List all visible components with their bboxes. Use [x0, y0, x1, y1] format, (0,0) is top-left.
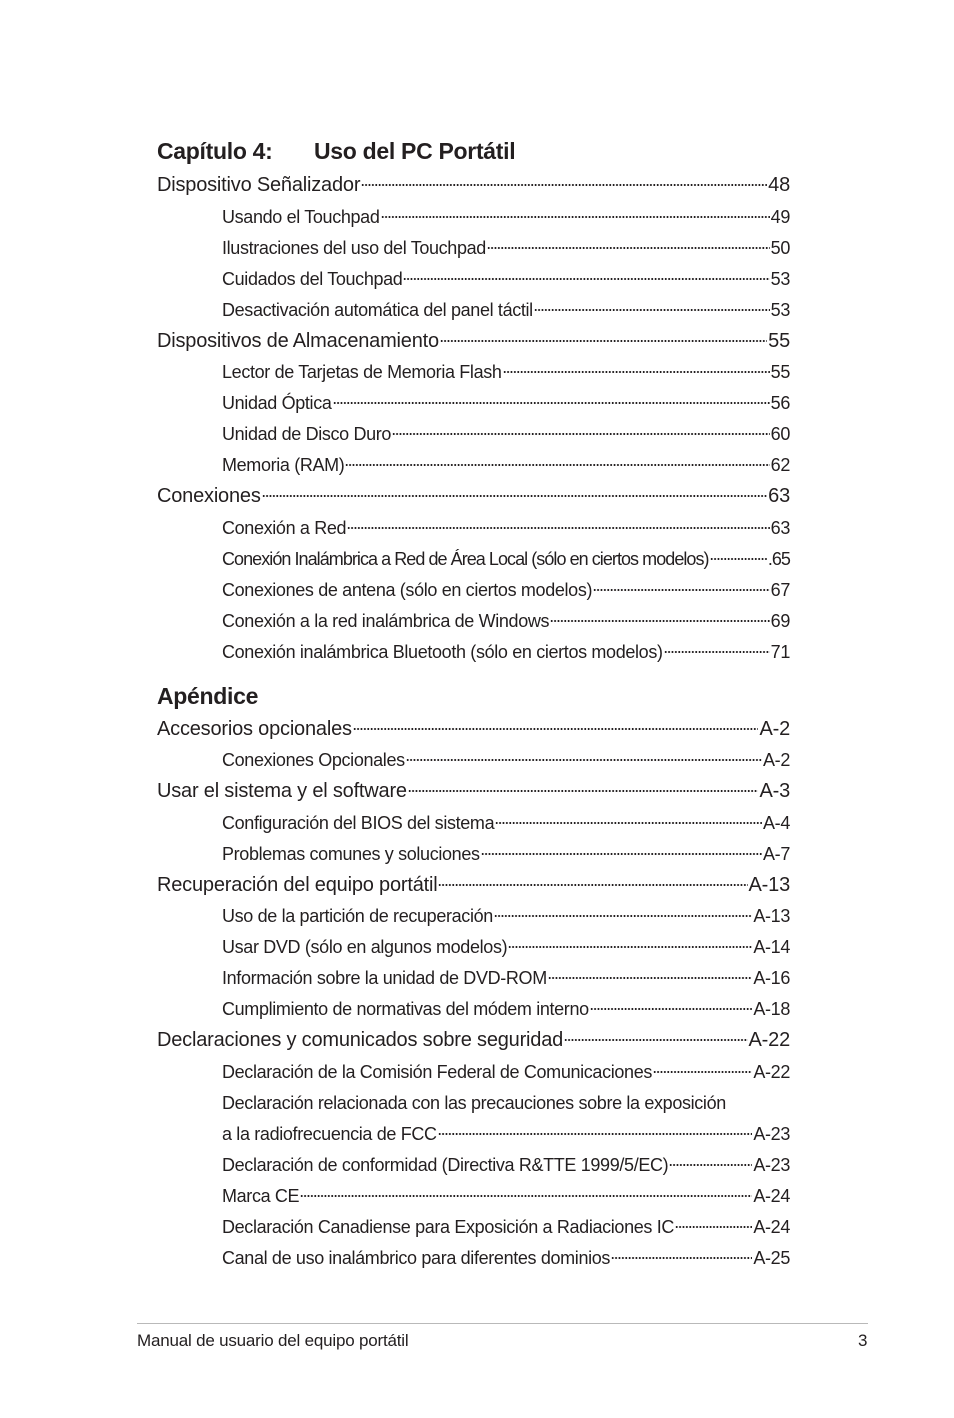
- toc-entry-title: Unidad Óptica: [222, 393, 332, 413]
- toc-entry-page: 50: [770, 237, 790, 258]
- table-of-contents: [157, 134, 790, 1274]
- dot-leader: [438, 883, 747, 887]
- toc-entry-title: Declaración relacionada con las precauciones sobre la exposición: [222, 1092, 726, 1113]
- toc-entry-page: A-2: [759, 717, 790, 740]
- dot-leader: [664, 650, 770, 654]
- dot-leader: [403, 277, 769, 281]
- toc-entry-page: A-24: [753, 1185, 790, 1206]
- toc-entry-page: 62: [770, 455, 790, 475]
- dot-leader: [710, 557, 767, 561]
- toc-entry-page: 63: [770, 517, 790, 538]
- chapter-heading: [157, 134, 790, 168]
- dot-leader: [487, 246, 770, 250]
- toc-entry-title: Unidad de Disco Duro: [222, 424, 392, 444]
- toc-entry-page: A-23: [753, 1154, 790, 1175]
- dot-leader: [503, 370, 770, 374]
- toc-entry-title: Dispositivo Señalizador: [157, 174, 361, 196]
- toc-entry-title: Declaraciones y comunicados sobre seguridad: [157, 1029, 564, 1051]
- toc-entry-title: a la radiofrecuencia de FCC: [222, 1123, 437, 1144]
- dot-leader: [508, 945, 752, 949]
- toc-entry-title: Usar el sistema y el software: [157, 780, 407, 802]
- toc-subsection-entry[interactable]: [157, 839, 790, 870]
- toc-entry-page: 53: [770, 299, 790, 320]
- dot-leader: [590, 1007, 753, 1011]
- toc-entry-page: A-22: [748, 1029, 790, 1051]
- toc-entry-page: A-13: [753, 906, 790, 926]
- toc-entry-title: Usar DVD (sólo en algunos modelos): [222, 937, 508, 957]
- toc-entry-page: 67: [770, 579, 790, 600]
- toc-entry-page: 60: [770, 424, 790, 444]
- toc-entry-title: Dispositivos de Almacenamiento: [157, 329, 439, 352]
- toc-entry-title: Declaración de conformidad (Directiva R&TTE 1999/5/EC): [222, 1154, 669, 1175]
- toc-subsection-entry[interactable]: [157, 575, 790, 606]
- toc-section-entry[interactable]: [157, 170, 790, 202]
- toc-subsection-entry[interactable]: [157, 264, 790, 295]
- toc-subsection-entry[interactable]: [157, 745, 790, 776]
- dot-leader: [495, 821, 762, 825]
- toc-subsection-entry[interactable]: [157, 1119, 790, 1150]
- dot-leader: [550, 619, 769, 623]
- toc-entry-page: 71: [770, 641, 790, 662]
- toc-subsection-entry[interactable]: [157, 357, 790, 388]
- dot-leader: [406, 758, 762, 762]
- toc-subsection-entry[interactable]: [157, 808, 790, 839]
- toc-entry-page: A-14: [753, 937, 790, 957]
- toc-subsection-entry[interactable]: [157, 994, 790, 1025]
- toc-section-entry[interactable]: [157, 326, 790, 358]
- dot-leader: [548, 976, 753, 980]
- toc-entry-title: Uso de la partición de recuperación: [222, 906, 493, 926]
- toc-entry-title: Lector de Tarjetas de Memoria Flash: [222, 362, 502, 382]
- dot-leader: [262, 494, 768, 498]
- toc-entry-page: 55: [770, 362, 790, 382]
- dot-leader: [669, 1163, 752, 1167]
- dot-leader: [392, 432, 770, 436]
- footer-page-number: 3: [858, 1331, 868, 1350]
- toc-entry-page: A-25: [753, 1247, 790, 1268]
- toc-entry-page: 56: [770, 393, 790, 413]
- toc-entry-title: Canal de uso inalámbrico para diferentes dominios: [222, 1247, 611, 1268]
- footer-manual-title: Manual de usuario del equipo portátil: [137, 1331, 409, 1350]
- appendix-heading: Apéndice: [157, 682, 259, 709]
- toc-subsection-entry[interactable]: [157, 1150, 790, 1181]
- toc-section-entry[interactable]: [157, 1025, 790, 1057]
- toc-entry-page: A-4: [763, 812, 790, 833]
- dot-leader: [353, 727, 759, 731]
- toc-entry-title: Declaración Canadiense para Exposición a Radiaciones IC: [222, 1216, 675, 1237]
- toc-subsection-entry[interactable]: [157, 901, 790, 932]
- dot-leader: [345, 463, 769, 467]
- toc-subsection-entry[interactable]: [157, 233, 790, 264]
- dot-leader: [438, 1132, 753, 1136]
- toc-entry-title: Conexión a la red inalámbrica de Windows: [222, 610, 550, 631]
- dot-leader: [611, 1256, 752, 1260]
- toc-subsection-entry[interactable]: [157, 295, 790, 326]
- toc-entry-page: .65: [767, 548, 790, 569]
- toc-entry-title: Cumplimiento de normativas del módem interno: [222, 999, 589, 1019]
- toc-subsection-entry[interactable]: [157, 1057, 790, 1088]
- toc-entry-title: Conexiones Opcionales: [222, 750, 405, 770]
- toc-entry-page: A-24: [753, 1216, 790, 1237]
- dot-leader: [481, 852, 762, 856]
- toc-entry-page: 49: [770, 206, 790, 227]
- toc-entry-page: 63: [768, 485, 790, 507]
- dot-leader: [494, 914, 752, 918]
- toc-section-entry[interactable]: [157, 481, 790, 513]
- dot-leader: [675, 1225, 752, 1229]
- toc-entry-page: A-23: [753, 1123, 790, 1144]
- dot-leader: [361, 183, 767, 187]
- toc-subsection-entry[interactable]: [157, 388, 790, 419]
- toc-entry-page: A-22: [753, 1061, 790, 1082]
- toc-entry-page: A-18: [753, 999, 790, 1019]
- toc-entry-title: Configuración del BIOS del sistema: [222, 812, 495, 833]
- toc-entry-page: 48: [768, 174, 790, 196]
- toc-subsection-entry[interactable]: [157, 1181, 790, 1212]
- toc-subsection-entry[interactable]: [157, 637, 790, 668]
- toc-subsection-entry[interactable]: [157, 1243, 790, 1274]
- toc-entry-page: A-13: [748, 873, 790, 896]
- dot-leader: [300, 1194, 752, 1198]
- toc-entry-title: Ilustraciones del uso del Touchpad: [222, 237, 486, 258]
- footer-divider: [137, 1323, 868, 1324]
- toc-entry-title: Desactivación automática del panel táctil: [222, 299, 533, 320]
- dot-leader: [408, 789, 759, 793]
- toc-subsection-entry[interactable]: [157, 963, 790, 994]
- toc-entry-page: A-16: [753, 968, 790, 988]
- dot-leader: [381, 215, 770, 219]
- dot-leader: [534, 308, 770, 312]
- toc-entry-page: A-7: [763, 843, 790, 864]
- toc-entry-title: Conexión Inalámbrica a Red de Área Local (sólo en ciertos modelos): [222, 548, 709, 569]
- toc-entry-title: Declaración de la Comisión Federal de Comunicaciones: [222, 1061, 653, 1082]
- dot-leader: [564, 1038, 747, 1042]
- toc-subsection-entry[interactable]: [157, 513, 790, 544]
- chapter-entry-list: [157, 170, 790, 668]
- toc-entry-page: A-2: [763, 750, 790, 770]
- toc-subsection-entry[interactable]: [157, 1212, 790, 1243]
- toc-entry-page: 69: [770, 610, 790, 631]
- toc-subsection-entry[interactable]: [157, 544, 790, 575]
- dot-leader: [347, 526, 769, 530]
- toc-section-entry[interactable]: [157, 714, 790, 746]
- toc-entry-page: 53: [770, 268, 790, 289]
- toc-entry-title: Cuidados del Touchpad: [222, 268, 403, 289]
- toc-section-entry[interactable]: [157, 870, 790, 902]
- toc-entry-title: Conexiones de antena (sólo en ciertos modelos): [222, 579, 593, 600]
- toc-entry-title: Marca CE: [222, 1185, 300, 1206]
- appendix-entry-list: [157, 714, 790, 1274]
- toc-entry-page: 55: [768, 329, 790, 352]
- toc-subsection-entry[interactable]: [157, 419, 790, 450]
- dot-leader: [653, 1070, 752, 1074]
- dot-leader: [440, 339, 767, 343]
- toc-entry-title: Usando el Touchpad: [222, 206, 380, 227]
- toc-entry-title: Conexión a Red: [222, 517, 347, 538]
- toc-subsection-entry[interactable]: [157, 450, 790, 481]
- toc-entry-title: Problemas comunes y soluciones: [222, 843, 480, 864]
- toc-subsection-entry[interactable]: [157, 932, 790, 963]
- toc-subsection-entry[interactable]: [157, 202, 790, 233]
- toc-entry-title: Recuperación del equipo portátil: [157, 873, 438, 896]
- toc-subsection-entry[interactable]: [157, 1088, 790, 1119]
- toc-subsection-entry[interactable]: [157, 606, 790, 637]
- chapter-title: Uso del PC Portátil: [314, 138, 516, 164]
- toc-section-entry[interactable]: [157, 776, 790, 808]
- dot-leader: [593, 588, 770, 592]
- toc-entry-title: Conexiones: [157, 485, 261, 507]
- chapter-number: Capítulo 4:: [157, 138, 273, 164]
- toc-entry-title: Conexión inalámbrica Bluetooth (sólo en ciertos modelos): [222, 641, 663, 662]
- toc-entry-title: Memoria (RAM): [222, 455, 345, 475]
- toc-entry-title: Información sobre la unidad de DVD-ROM: [222, 968, 547, 988]
- dot-leader: [333, 401, 770, 405]
- toc-entry-page: A-3: [759, 780, 790, 802]
- toc-entry-title: Accesorios opcionales: [157, 717, 352, 740]
